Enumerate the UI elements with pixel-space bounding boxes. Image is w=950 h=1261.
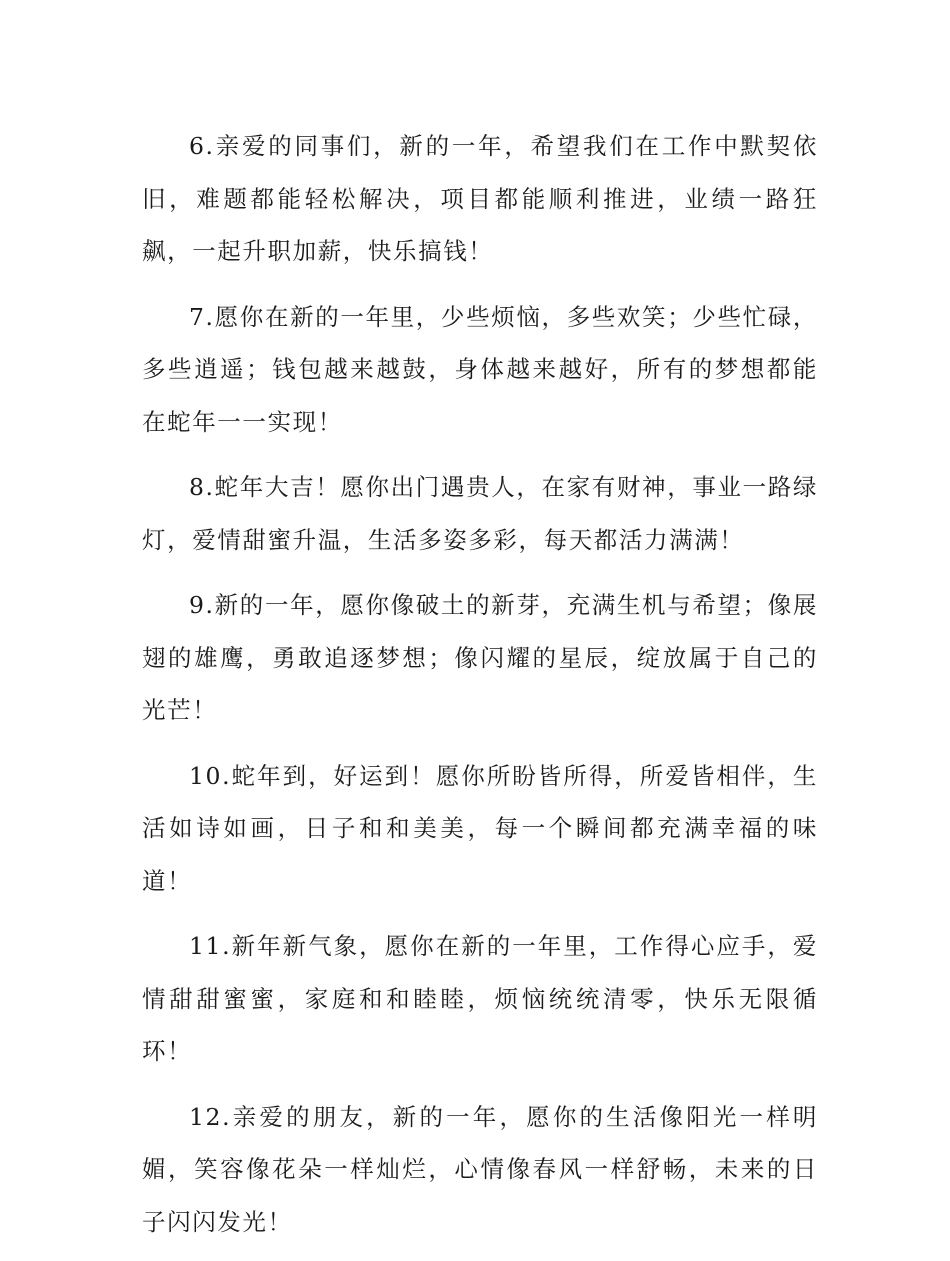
paragraph-12: 12.亲爱的朋友，新的一年，愿你的生活像阳光一样明媚，笑容像花朵一样灿烂，心情像春风一样舒畅，未来的日子闪闪发光！ [142,1102,818,1236]
paragraph-6: 6.亲爱的同事们，新的一年，希望我们在工作中默契依旧，难题都能轻松解决，项目都能顺利推进，业绩一路狂飙，一起升职加薪，快乐搞钱！ [142,132,818,265]
paragraph-9: 9.新的一年，愿你像破土的新芽，充满生机与希望；像展翅的雄鹰，勇敢追逐梦想；像闪耀的星辰，绽放属于自己的光芒！ [142,591,818,724]
paragraph-8: 8.蛇年大吉！愿你出门遇贵人，在家有财神，事业一路绿灯，爱情甜蜜升温，生活多姿多彩，每天都活力满满！ [142,473,818,554]
paragraph-11: 11.新年新气象，愿你在新的一年里，工作得心应手，爱情甜甜蜜蜜，家庭和和睦睦，烦恼统统清零，快乐无限循环！ [142,932,818,1065]
document-body [142,120,818,1261]
paragraph-10: 10.蛇年到，好运到！愿你所盼皆所得，所爱皆相伴，生活如诗如画，日子和和美美，每一个瞬间都充满幸福的味道！ [142,761,818,895]
paragraph-7: 7.愿你在新的一年里，少些烦恼，多些欢笑；少些忙碌，多些逍遥；钱包越来越鼓，身体越来越好，所有的梦想都能在蛇年一一实现！ [142,302,818,436]
